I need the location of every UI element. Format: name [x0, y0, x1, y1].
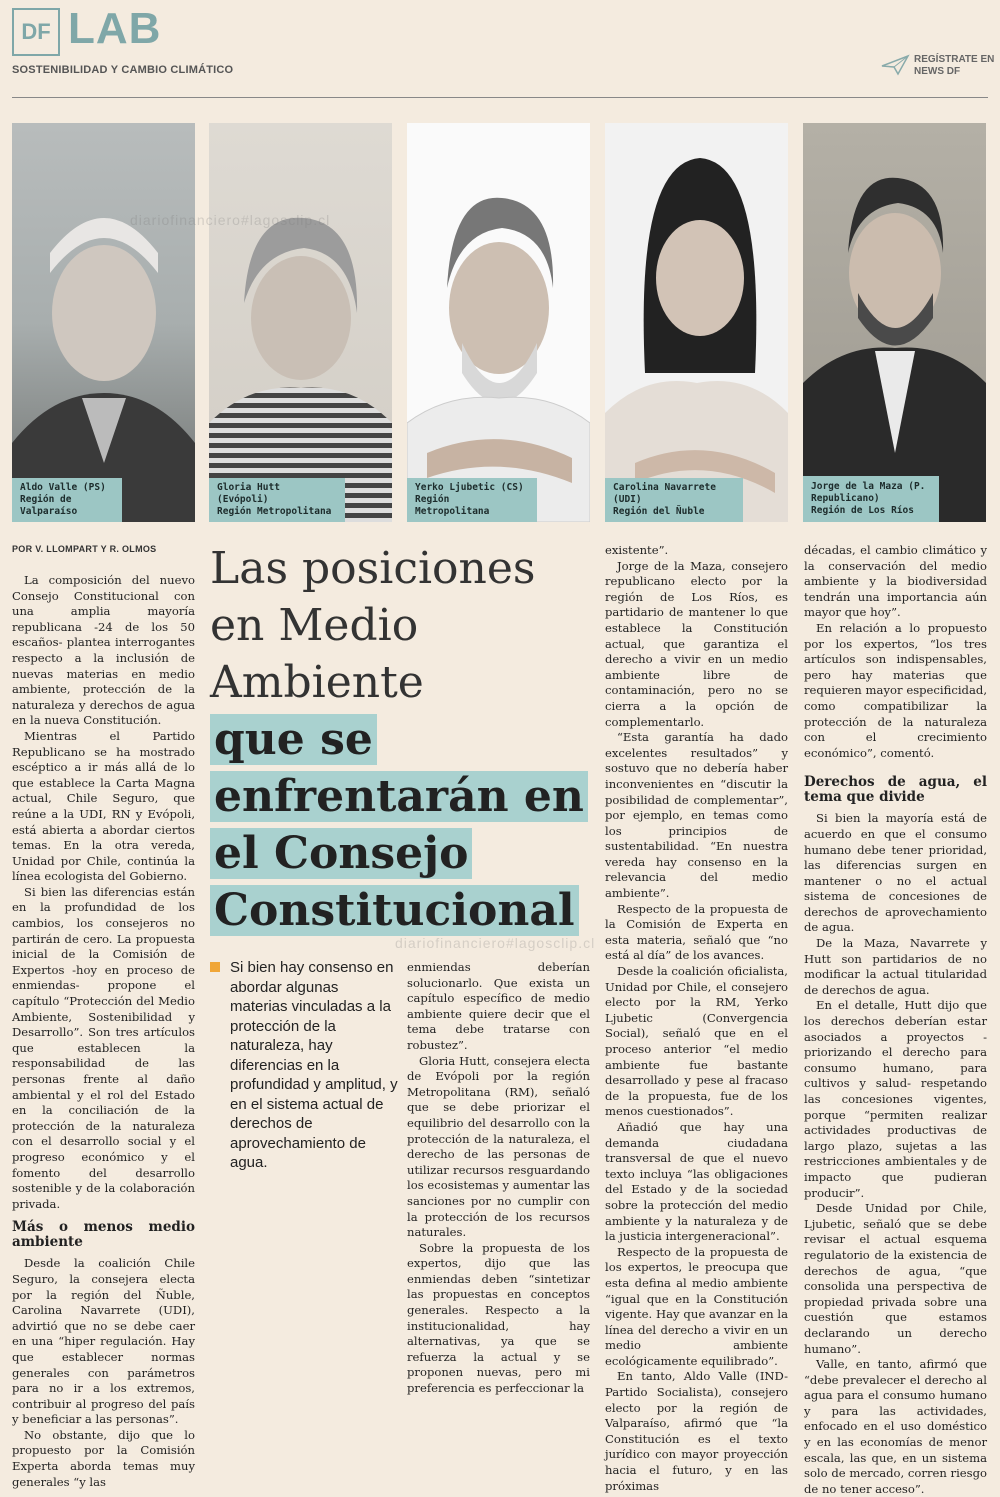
paragraph: “Esta garantía ha dado excelentes resultados” y sostuvo que no debería haber inconvenientes en “discutir la posibilidad de complementar”, por ejemplo, en temas como los principios de sustentabilidad. “En nuestra vereda hay consenso en la relevancia del medio ambiente”. [605, 730, 788, 901]
portrait-silhouette-icon [209, 123, 392, 522]
headline-light: Las posiciones en Medio Ambiente [210, 543, 536, 708]
article-column-4 [804, 543, 987, 1497]
photo-gloria-hutt [209, 123, 392, 522]
paragraph: Respecto de la propuesta de los expertos, le preocupa que esta defina al medio ambiente “igual que en la Constitución vigente. Hay que avanzar en la línea del derecho a vivir en un medio ambiente ecológicamente equilibrado”. [605, 1244, 788, 1368]
portrait-silhouette-icon [12, 123, 195, 522]
article-column-3 [605, 543, 788, 1494]
paragraph: Si bien las diferencias están en la profundidad de los cambios, los consejeros no partirán de cero. La propuesta inicial de la Comisión de Expertos -hoy en proceso de enmiendas- propone el capítulo “Protección del Medio Ambiente, Sostenibilidad y Desarrollo”. Son tres artículos que establecen la responsabilidad de las personas frente al daño ambiental y el rol del Estado en la conciliación de la protección de la naturaleza con el desarrollo social y el progreso económico y el fomento del desarrollo sostenible y de la colaboración privada. [12, 884, 195, 1211]
df-logo-box: DF [12, 8, 60, 56]
photo-caption [407, 478, 537, 522]
register-text [914, 54, 994, 78]
watermark: diariofinanciero#lagosclip.cl [395, 935, 596, 951]
photo-carolina-navarrete [605, 123, 788, 522]
byline: POR V. LLOMPART Y R. OLMOS [12, 544, 157, 554]
paragraph: Si bien la mayoría está de acuerdo en que el consumo humano debe tener prioridad, las diferencias surgen en mantener o no el actual sistema de concesiones de derechos de aprovechamiento de agua. [804, 811, 987, 935]
paragraph: Añadió que hay una demanda ciudadana transversal de que el nuevo texto incluya “las obligaciones del Estado y de la sociedad sobre la protección del medio ambiente y la naturaleza y de la justicia intergeneracional”. [605, 1119, 788, 1244]
photo-caption [803, 476, 939, 522]
register-line1: REGÍSTRATE EN [914, 54, 995, 65]
portrait-silhouette-icon [407, 123, 590, 522]
paragraph: No obstante, dijo que lo propuesto por la Comisión Experta aborda temas muy generales “y las [12, 1427, 195, 1489]
paragraph: En el detalle, Hutt dijo que los derechos deberían estar asociados a proyectos -priorizando el derecho para consumo humano, para cultivos y salud- respetando las concesiones vigentes, porque “permiten realizar actividades productivas de largo plazo, sujetas a las restricciones ambientales y de impacto que pudieran producir”. [804, 998, 987, 1200]
register-line2: NEWS DF [914, 66, 961, 77]
headline-bold [210, 714, 588, 936]
photo-caption [12, 478, 122, 522]
paragraph: Desde la coalición Chile Seguro, la consejera electa por la región del Ñuble, Carolina Navarrete (UDI), advirtió que no se debe caer en una “hiper regulación. Hay que establecer normas generales con parámetros para no ir a los extremos, contribuir al progreso del país y beneficiar a las personas”. [12, 1256, 195, 1427]
photo-jorge-de-la-maza [803, 123, 986, 522]
pull-quote-text: Si bien hay consenso en abordar algunas materias vinculadas a la protección de la naturaleza, hay diferencias en la profundidad y amplitud, y en el sistema actual de derechos de aprovechamiento de agua. [230, 959, 398, 1171]
paragraph: En tanto, Aldo Valle (IND-Partido Socialista), consejero electo por la región de Valparaíso, afirmó que “la Constitución es el texto jurídico con mayor proyección hacia el futuro, y en las próximas [605, 1369, 788, 1493]
header-divider [12, 97, 988, 98]
caption-region: Región Metropolitana [217, 506, 332, 517]
watermark: diariofinanciero#lagosclip.cl [130, 212, 331, 228]
bullet-square-icon [210, 962, 220, 972]
headline-bold-text: que se enfrentarán en el Consejo Constitucional [210, 714, 588, 936]
caption-region: Región Metropolitana [415, 494, 490, 517]
caption-region: Región del Ñuble [613, 506, 705, 517]
paragraph: En relación a lo propuesto por los expertos, “los tres artículos son indispensables, pero hay materias que requieren mayor especificidad, como compatibilizar la protección de la naturaleza con el crecimiento económico”, comentó. [804, 620, 987, 760]
paragraph: Respecto de la propuesta de la Comisión de Experta en esta materia, señaló que “no está al día” de los avances. [605, 901, 788, 963]
paragraph: De la Maza, Navarrete y Hutt son partidarios de no modificar la actual titularidad de derechos de agua. [804, 936, 987, 997]
paragraph: Gloria Hutt, consejera electa de Evópoli por la región Metropolitana (RM), señaló que se debe priorizar el equilibrio del desarrollo con la protección de la naturaleza, el derecho de las personas de utilizar recursos resguardando los ecosistemas y aumentar las sanciones por no cumplir con la protección de los recursos naturales. [407, 1053, 590, 1240]
caption-name: Gloria Hutt (Evópoli) [217, 482, 280, 505]
photo-caption [605, 478, 743, 522]
subhead: Derechos de agua, el tema que divide [804, 774, 987, 806]
paragraph: décadas, el cambio climático y la conservación del medio ambiente y la biodiversidad tendrán una importancia aún mayor que hoy”. [804, 543, 987, 620]
caption-name: Jorge de la Maza (P. Republicano) [811, 481, 926, 504]
paper-plane-icon [880, 54, 910, 76]
portrait-silhouette-icon [803, 123, 986, 522]
article-column-2 [407, 960, 590, 1397]
photo-aldo-valle [12, 123, 195, 522]
paragraph: La composición del nuevo Consejo Constitucional con una amplia mayoría republicana -24 de los 50 escaños- plantea interrogantes respecto a la inclusión de nuevas materias en medio ambiente, protección de la naturaleza y derechos de agua en la nueva Constitución. [12, 573, 195, 728]
lab-logo-text: LAB [68, 4, 162, 53]
caption-name: Carolina Navarrete (UDI) [613, 482, 716, 505]
caption-name: Aldo Valle (PS) [20, 482, 106, 493]
paragraph: enmiendas deberían solucionarlo. Que exista un capítulo específico de medio ambiente quiere decir que el tema debe tratarse con robustez”. [407, 960, 590, 1052]
article-column-1 [12, 573, 195, 1490]
paragraph: Mientras el Partido Republicano se ha mostrado escéptico a ir más allá de lo que establece la Carta Magna actual, Chile Seguro, que reúne a la UDI, RN y Evópoli, está abierta a abordar ciertos temas. En la otra vereda, Unidad por Chile, continúa la línea ecologista del Gobierno. [12, 728, 195, 884]
caption-region: Región de Valparaíso [20, 494, 78, 517]
subhead: Más o menos medio ambiente [12, 1219, 195, 1251]
paragraph: Desde la coalición oficialista, Unidad por Chile, el consejero electo por la RM, Yerko Ljubetic (Convergencia Social), señaló que en el proceso anterior “el medio ambiente fue bastante desarrollado y pese al fracaso de la propuesta, fue de los menos cuestionados”. [605, 964, 788, 1119]
photo-yerko-ljubetic [407, 123, 590, 522]
paragraph: Valle, en tanto, afirmó que “debe prevalecer el derecho al agua para el consumo humano y para las actividades, enfocado en el uso doméstico y en las economías de menor escala, las que, en un sistema solo de mercado, corren riesgo de no tener acceso”. [804, 1357, 987, 1496]
portrait-silhouette-icon [605, 123, 788, 522]
headline [210, 540, 600, 939]
paragraph: Jorge de la Maza, consejero republicano electo por la región de Los Ríos, es partidario de mantener lo que establece la Constitución actual, que garantiza el derecho a vivir en un medio ambiente libre de contaminación, pero no se cierra a la opción de complementarlo. [605, 558, 788, 729]
photo-caption [209, 478, 345, 522]
paragraph: existente”. [605, 543, 669, 557]
pull-quote [210, 950, 398, 1194]
caption-name: Yerko Ljubetic (CS) [415, 482, 524, 493]
register-news-link[interactable] [880, 54, 995, 80]
section-label: SOSTENIBILIDAD Y CAMBIO CLIMÁTICO [12, 64, 234, 76]
paragraph: Sobre la propuesta de los expertos, dijo que las enmiendas deben “sintetizar las propuestas en conceptos generales. Respecto a la institucionalidad, hay alternativas, ya que se refuerza la actual y se proponen nuevas, pero mi preferencia es perfeccionar la [407, 1240, 590, 1396]
paragraph: Desde Unidad por Chile, Ljubetic, señaló que se debe revisar el actual esquema regulatorio de la existencia de derechos de agua, “que consolida una perspectiva de propiedad privada sobre una cuestión que estamos declarando un derecho humano”. [804, 1201, 987, 1356]
caption-region: Región de Los Ríos [811, 505, 914, 516]
